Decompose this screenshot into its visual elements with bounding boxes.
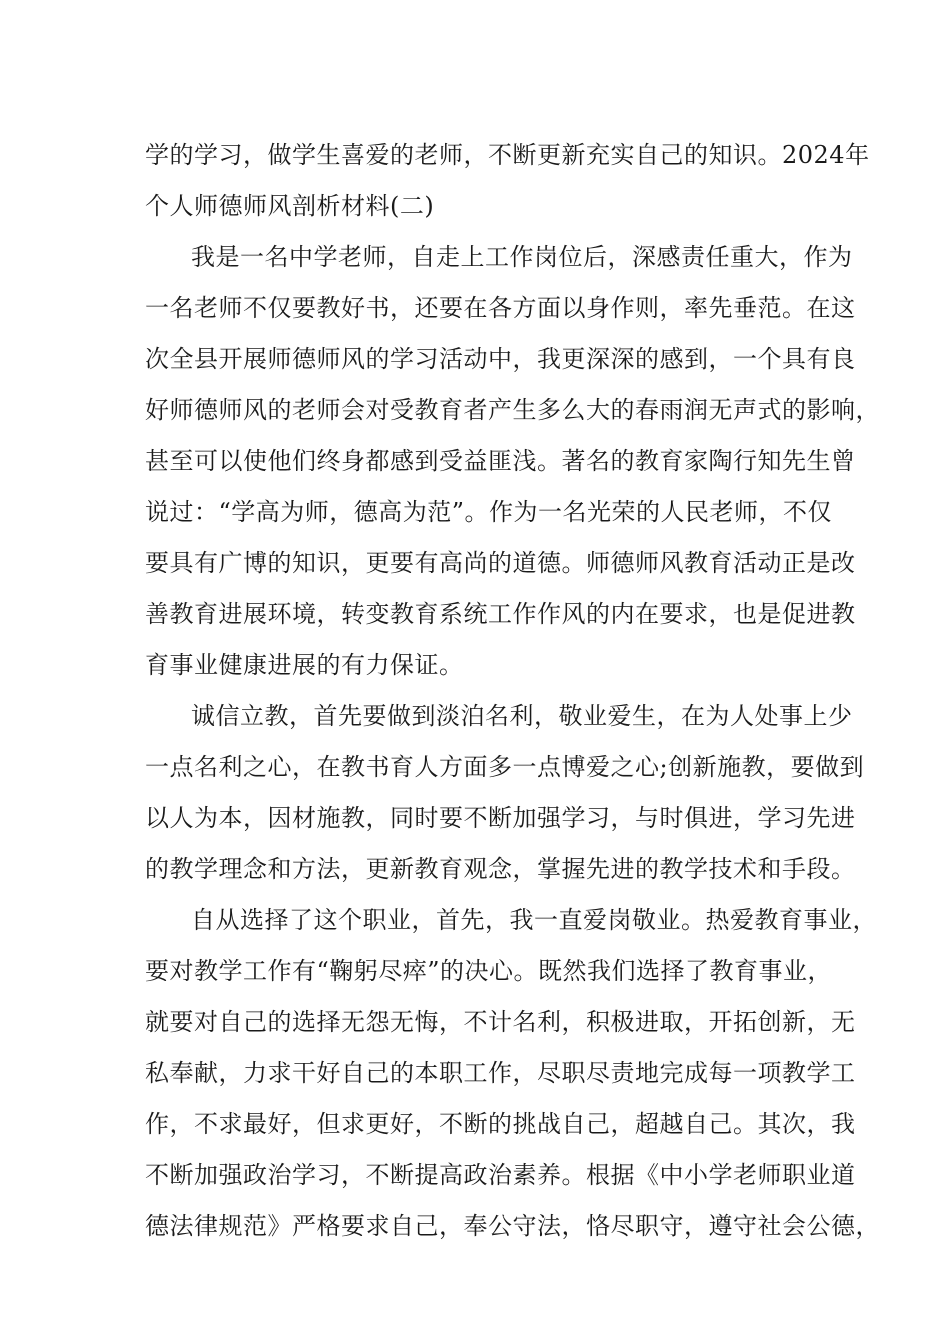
text-line: 我是一名中学老师，自走上工作岗位后，深感责任重大，作为	[191, 243, 853, 271]
text-line: 次全县开展师德师风的学习活动中，我更深深的感到，一个具有良	[145, 345, 856, 373]
text-line: 好师德师风的老师会对受教育者产生多么大的春雨润无声式的影响，	[145, 396, 880, 424]
document-body	[145, 130, 880, 1252]
text-line: 不断加强政治学习，不断提高政治素养。根据《中小学老师职业道	[145, 1161, 856, 1189]
text-line: 私奉献，力求干好自己的本职工作，尽职尽责地完成每一项教学工	[145, 1059, 856, 1087]
text-line: 要对教学工作有“鞠躬尽瘁”的决心。既然我们选择了教育事业，	[145, 957, 833, 985]
text-line: 善教育进展环境，转变教育系统工作作风的内在要求，也是促进教	[145, 600, 856, 628]
text-line: 以人为本，因材施教，同时要不断加强学习，与时俱进，学习先进	[145, 804, 856, 832]
text-line: 诚信立教，首先要做到淡泊名利，敬业爱生，在为人处事上少	[191, 702, 853, 730]
text-line: 学的学习，做学生喜爱的老师，不断更新充实自己的知识。2024年	[145, 141, 870, 169]
text-line: 自从选择了这个职业，首先，我一直爱岗敬业。热爱教育事业，	[191, 906, 877, 934]
text-line: 一名老师不仅要教好书，还要在各方面以身作则，率先垂范。在这	[145, 294, 856, 322]
text-line: 个人师德师风剖析材料(二)	[145, 192, 435, 220]
text-line: 作，不求最好，但求更好，不断的挑战自己，超越自己。其次，我	[145, 1110, 856, 1138]
text-line: 要具有广博的知识，更要有高尚的道德。师德师风教育活动正是改	[145, 549, 856, 577]
text-line: 一点名利之心，在教书育人方面多一点博爱之心;创新施教，要做到	[145, 753, 865, 781]
text-line: 甚至可以使他们终身都感到受益匪浅。著名的教育家陶行知先生曾	[145, 447, 856, 475]
text-line: 育事业健康进展的有力保证。	[145, 651, 464, 679]
text-line: 的教学理念和方法，更新教育观念，掌握先进的教学技术和手段。	[145, 855, 856, 883]
text-line: 说过：“学高为师，德高为范”。作为一名光荣的人民老师，不仅	[145, 498, 833, 526]
text-line: 就要对自己的选择无怨无悔，不计名利，积极进取，开拓创新，无	[145, 1008, 856, 1036]
text-line: 德法律规范》严格要求自己，奉公守法，恪尽职守，遵守社会公德，	[145, 1212, 880, 1240]
